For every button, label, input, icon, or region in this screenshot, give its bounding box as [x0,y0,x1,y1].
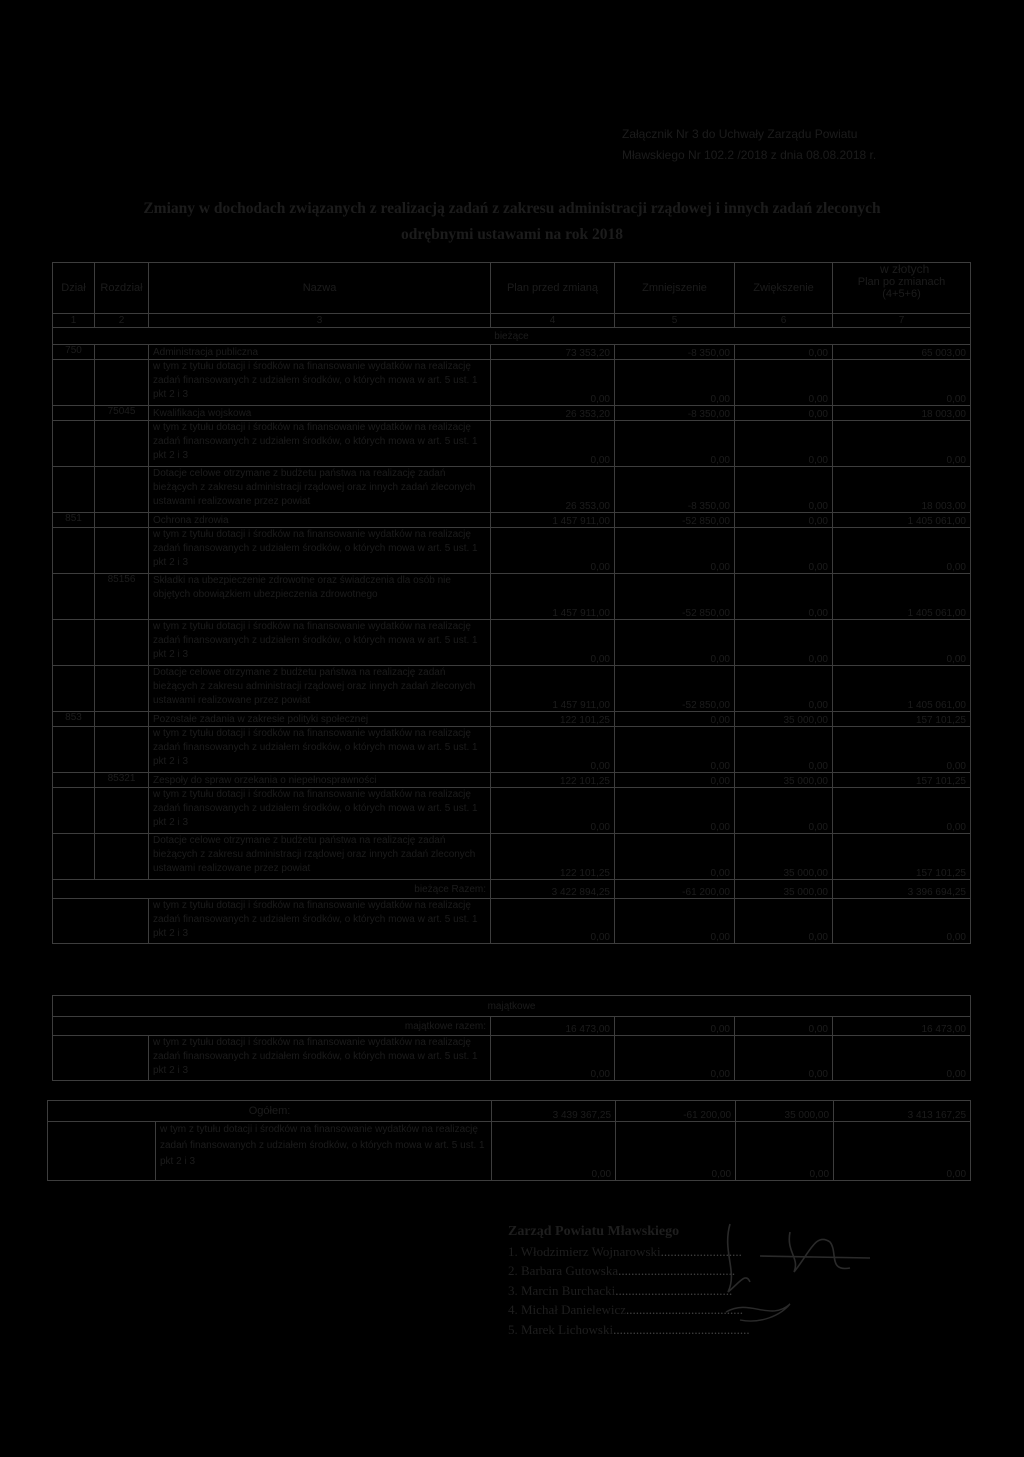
biezace-total-zw: 35 000,00 [735,880,833,899]
table-row [53,620,971,666]
cell-nazwa: w tym z tytułu dotacji i środków na finansowanie wydatków na realizację zadań finansowanych z udziałem środków, o których mowa w art. 5 ust. 1 pkt 2 i 3 [149,620,491,666]
ogolem-label: Ogółem: [48,1101,492,1122]
cell-dzial [53,528,95,574]
ogolem-note-text: w tym z tytułu dotacji i środków na finansowanie wydatków na realizację zadań finansowanych z udziałem środków, o których mowa w art. 5 ust. 1 pkt 2 i 3 [156,1122,492,1181]
cell-nazwa: Administracja publiczna [149,345,491,360]
biezace-note-row [53,899,971,944]
biezace-note-text: w tym z tytułu dotacji i środków na finansowanie wydatków na realizację zadań finansowanych z udziałem środków, o których mowa w art. 5 ust. 1 pkt 2 i 3 [149,899,491,944]
ogolem-total-row [48,1101,971,1122]
cell-zwiekszenie: 0,00 [735,467,833,513]
ogolem-zmn: -61 200,00 [616,1101,736,1122]
cell-plan-przed: 26 353,20 [491,406,615,421]
cell-nazwa: w tym z tytułu dotacji i środków na finansowanie wydatków na realizację zadań finansowanych z udziałem środków, o których mowa w art. 5 ust. 1 pkt 2 i 3 [149,360,491,406]
cell-nazwa: w tym z tytułu dotacji i środków na finansowanie wydatków na realizację zadań finansowanych z udziałem środków, o których mowa w art. 5 ust. 1 pkt 2 i 3 [149,727,491,773]
ogolem-note-zmn: 0,00 [616,1122,736,1181]
section-row-majatkowe [53,996,971,1017]
cell-plan-po: 157 101,25 [833,712,971,727]
cell-plan-przed: 122 101,25 [491,712,615,727]
table-row [53,467,971,513]
cell-rozdzial [95,712,149,727]
table-row [53,345,971,360]
cell-zwiekszenie: 0,00 [735,360,833,406]
biezace-total-po: 3 396 694,25 [833,880,971,899]
col-index: 4 [491,314,615,328]
title-line-1: Zmiany w dochodach związanych z realizacją zadań z zakresu administracji rządowej i innych zadań zleconych [143,200,881,217]
board-member: 2. Barbara Gutowska.................................... [508,1263,736,1278]
col-index: 2 [95,314,149,328]
cell-zwiekszenie: 35 000,00 [735,712,833,727]
board-member: 3. Marcin Burchacki.................................... [508,1282,733,1298]
board-member: 1. Włodzimierz Wojnarowski......................... [508,1243,742,1259]
cell-plan-po: 1 405 061,00 [833,513,971,528]
signature-block [508,1222,750,1339]
majatkowe-note-text: w tym z tytułu dotacji i środków na finansowanie wydatków na realizację zadań finansowanych z udziałem środków, o których mowa w art. 5 ust. 1 pkt 2 i 3 [149,1036,491,1081]
biezace-total-plan: 3 422 894,25 [491,880,615,899]
majatkowe-note-row [53,1036,971,1081]
cell-plan-przed: 0,00 [491,620,615,666]
cell-zwiekszenie: 0,00 [735,727,833,773]
cell-plan-przed: 0,00 [491,727,615,773]
majatkowe-note-zw: 0,00 [735,1036,833,1081]
board-member: 5. Marek Lichowski.......................................... [508,1321,750,1337]
cell-plan-po: 0,00 [833,528,971,574]
cell-plan-przed: 1 457 911,00 [491,574,615,620]
biezace-total-row [53,880,971,899]
header-rozdzial: Rozdział [95,263,149,314]
cell-nazwa: w tym z tytułu dotacji i środków na finansowanie wydatków na realizację zadań finansowanych z udziałem środków, o których mowa w art. 5 ust. 1 pkt 2 i 3 [149,788,491,834]
board-member: 4. Michał Danielewicz.................................... [508,1302,744,1317]
majatkowe-note-plan: 0,00 [491,1036,615,1081]
cell-plan-przed: 122 101,25 [491,773,615,788]
section-row-biezace [53,328,971,345]
majatkowe-total-label: majątkowe razem: [53,1017,491,1036]
cell-plan-po: 1 405 061,00 [833,666,971,712]
cell-plan-po: 18 003,00 [833,406,971,421]
cell-plan-po: 0,00 [833,620,971,666]
cell-dzial: 750 [53,345,95,360]
biezace-note-zmn: 0,00 [615,899,735,944]
cell-zmniejszenie: 0,00 [615,788,735,834]
majatkowe-note-po: 0,00 [833,1036,971,1081]
table-row [53,360,971,406]
ogolem-note-plan: 0,00 [492,1122,616,1181]
col-index: 3 [149,314,491,328]
header-nazwa: Nazwa [149,263,491,314]
table-row [53,513,971,528]
col-index: 5 [615,314,735,328]
cell-dzial [53,666,95,712]
cell-nazwa: Dotacje celowe otrzymane z budżetu państwa na realizację zadań bieżących z zakresu administracji rządowej oraz innych zadań zleconych ustawami realizowane przez powiat [149,834,491,880]
cell-rozdzial: 75045 [95,406,149,421]
ogolem-zw: 35 000,00 [736,1101,834,1122]
cell-plan-przed: 0,00 [491,360,615,406]
cell-plan-po: 1 405 061,00 [833,574,971,620]
header-plan-przed: Plan przed zmianą [491,263,615,314]
header-plan-po-label: Plan po zmianach [857,276,946,288]
biezace-total-label: bieżące Razem: [53,880,491,899]
cell-plan-po: 0,00 [833,788,971,834]
cell-plan-przed: 122 101,25 [491,834,615,880]
cell-zwiekszenie: 0,00 [735,513,833,528]
cell-rozdzial [95,467,149,513]
table-row [53,406,971,421]
cell-dzial [53,406,95,421]
document-title [40,196,984,248]
section-label: bieżące [53,328,971,345]
cell-rozdzial [95,834,149,880]
cell-rozdzial [95,528,149,574]
column-index-row [53,314,971,328]
cell-rozdzial [95,666,149,712]
cell-dzial [53,834,95,880]
ogolem-po: 3 413 167,25 [834,1101,971,1122]
cell-plan-przed: 26 353,00 [491,467,615,513]
table-row [53,574,971,620]
header-plan-po-formula: (4+5+6) [882,288,921,300]
cell-rozdzial [95,620,149,666]
cell-plan-przed: 0,00 [491,528,615,574]
majatkowe-total-zw: 0,00 [735,1017,833,1036]
cell-plan-po: 65 003,00 [833,345,971,360]
cell-rozdzial: 85321 [95,773,149,788]
board-heading: Zarząd Powiatu Mławskiego [508,1224,680,1239]
table-row [53,727,971,773]
col-index: 1 [53,314,95,328]
table-row [53,788,971,834]
biezace-note-po: 0,00 [833,899,971,944]
cell-zmniejszenie: -52 850,00 [615,513,735,528]
cell-dzial [53,421,95,467]
cell-zmniejszenie: -8 350,00 [615,345,735,360]
cell-rozdzial [95,345,149,360]
cell-rozdzial: 85156 [95,574,149,620]
table-row [53,528,971,574]
cell-zmniejszenie: 0,00 [615,620,735,666]
cell-dzial [53,467,95,513]
cell-rozdzial [95,360,149,406]
cell-plan-po: 157 101,25 [833,773,971,788]
cell-zwiekszenie: 35 000,00 [735,773,833,788]
cell-plan-przed: 73 353,20 [491,345,615,360]
ogolem-note-po: 0,00 [834,1122,971,1181]
cell-nazwa: Dotacje celowe otrzymane z budżetu państwa na realizację zadań bieżących z zakresu administracji rządowej oraz innych zadań zleconych ustawami realizowane przez powiat [149,666,491,712]
cell-dzial: 853 [53,712,95,727]
cell-zwiekszenie: 0,00 [735,345,833,360]
cell-nazwa: Ochrona zdrowia [149,513,491,528]
annex-line-2: Mławskiego Nr 102.2 /2018 z dnia 08.08.2018 r. [622,148,877,162]
majatkowe-note-zmn: 0,00 [615,1036,735,1081]
majatkowe-total-po: 16 473,00 [833,1017,971,1036]
unit-label: w złotych [880,262,930,276]
biezace-note-plan: 0,00 [491,899,615,944]
cell-zmniejszenie: 0,00 [615,712,735,727]
cell-zmniejszenie: -8 350,00 [615,406,735,421]
cell-rozdzial [95,727,149,773]
cell-zmniejszenie: 0,00 [615,421,735,467]
cell-plan-przed: 0,00 [491,421,615,467]
income-changes-table [52,262,971,944]
cell-dzial [53,574,95,620]
cell-plan-po: 157 101,25 [833,834,971,880]
cell-zmniejszenie: -52 850,00 [615,574,735,620]
cell-plan-przed: 1 457 911,00 [491,513,615,528]
table-row [53,666,971,712]
col-index: 6 [735,314,833,328]
majatkowe-total-plan: 16 473,00 [491,1017,615,1036]
cell-zmniejszenie: 0,00 [615,528,735,574]
cell-plan-po: 0,00 [833,421,971,467]
section-label: majątkowe [53,996,971,1017]
header-zwiekszenie: Zwiększenie [735,263,833,314]
majatkowe-total-zmn: 0,00 [615,1017,735,1036]
majatkowe-total-row [53,1017,971,1036]
cell-dzial: 851 [53,513,95,528]
cell-dzial [53,360,95,406]
header-plan-po [833,263,971,314]
cell-nazwa: w tym z tytułu dotacji i środków na finansowanie wydatków na realizację zadań finansowanych z udziałem środków, o których mowa w art. 5 ust. 1 pkt 2 i 3 [149,421,491,467]
cell-nazwa: Składki na ubezpieczenie zdrowotne oraz świadczenia dla osób nie objętych obowiązkiem ubezpieczenia zdrowotnego [149,574,491,620]
cell-nazwa: Zespoły do spraw orzekania o niepełnosprawności [149,773,491,788]
biezace-note-zw: 0,00 [735,899,833,944]
cell-zwiekszenie: 0,00 [735,666,833,712]
cell-zwiekszenie: 0,00 [735,574,833,620]
cell-dzial [53,620,95,666]
annex-header [622,124,876,166]
cell-zwiekszenie: 0,00 [735,528,833,574]
majatkowe-table [52,995,971,1081]
cell-zwiekszenie: 0,00 [735,788,833,834]
biezace-total-zmn: -61 200,00 [615,880,735,899]
cell-plan-przed: 0,00 [491,788,615,834]
cell-plan-po: 0,00 [833,360,971,406]
cell-dzial [53,727,95,773]
cell-zmniejszenie: 0,00 [615,727,735,773]
header-zmniejszenie: Zmniejszenie [615,263,735,314]
ogolem-note-zw: 0,00 [736,1122,834,1181]
cell-plan-przed: 1 457 911,00 [491,666,615,712]
header-dzial: Dział [53,263,95,314]
cell-zwiekszenie: 35 000,00 [735,834,833,880]
cell-dzial [53,773,95,788]
table-row [53,773,971,788]
table-row [53,421,971,467]
cell-plan-po: 0,00 [833,727,971,773]
cell-nazwa: Dotacje celowe otrzymane z budżetu państwa na realizację zadań bieżących z zakresu administracji rządowej oraz innych zadań zleconych ustawami realizowane przez powiat [149,467,491,513]
cell-rozdzial [95,788,149,834]
cell-zwiekszenie: 0,00 [735,620,833,666]
annex-line-1: Załącznik Nr 3 do Uchwały Zarządu Powiatu [622,127,858,141]
cell-plan-po: 18 003,00 [833,467,971,513]
cell-nazwa: w tym z tytułu dotacji i środków na finansowanie wydatków na realizację zadań finansowanych z udziałem środków, o których mowa w art. 5 ust. 1 pkt 2 i 3 [149,528,491,574]
col-index: 7 [833,314,971,328]
ogolem-table [47,1100,971,1181]
ogolem-note-row [48,1122,971,1181]
cell-zmniejszenie: -52 850,00 [615,666,735,712]
table-row [53,834,971,880]
title-line-2: odrębnymi ustawami na rok 2018 [401,226,623,243]
cell-nazwa: Pozostałe zadania w zakresie polityki społecznej [149,712,491,727]
cell-zmniejszenie: 0,00 [615,360,735,406]
cell-zmniejszenie: 0,00 [615,834,735,880]
cell-rozdzial [95,421,149,467]
cell-zmniejszenie: -8 350,00 [615,467,735,513]
handwritten-signature-icon [720,1212,900,1332]
cell-nazwa: Kwalifikacja wojskowa [149,406,491,421]
cell-zwiekszenie: 0,00 [735,421,833,467]
table-row [53,712,971,727]
cell-rozdzial [95,513,149,528]
cell-zmniejszenie: 0,00 [615,773,735,788]
cell-zwiekszenie: 0,00 [735,406,833,421]
ogolem-plan: 3 439 367,25 [492,1101,616,1122]
cell-dzial [53,788,95,834]
